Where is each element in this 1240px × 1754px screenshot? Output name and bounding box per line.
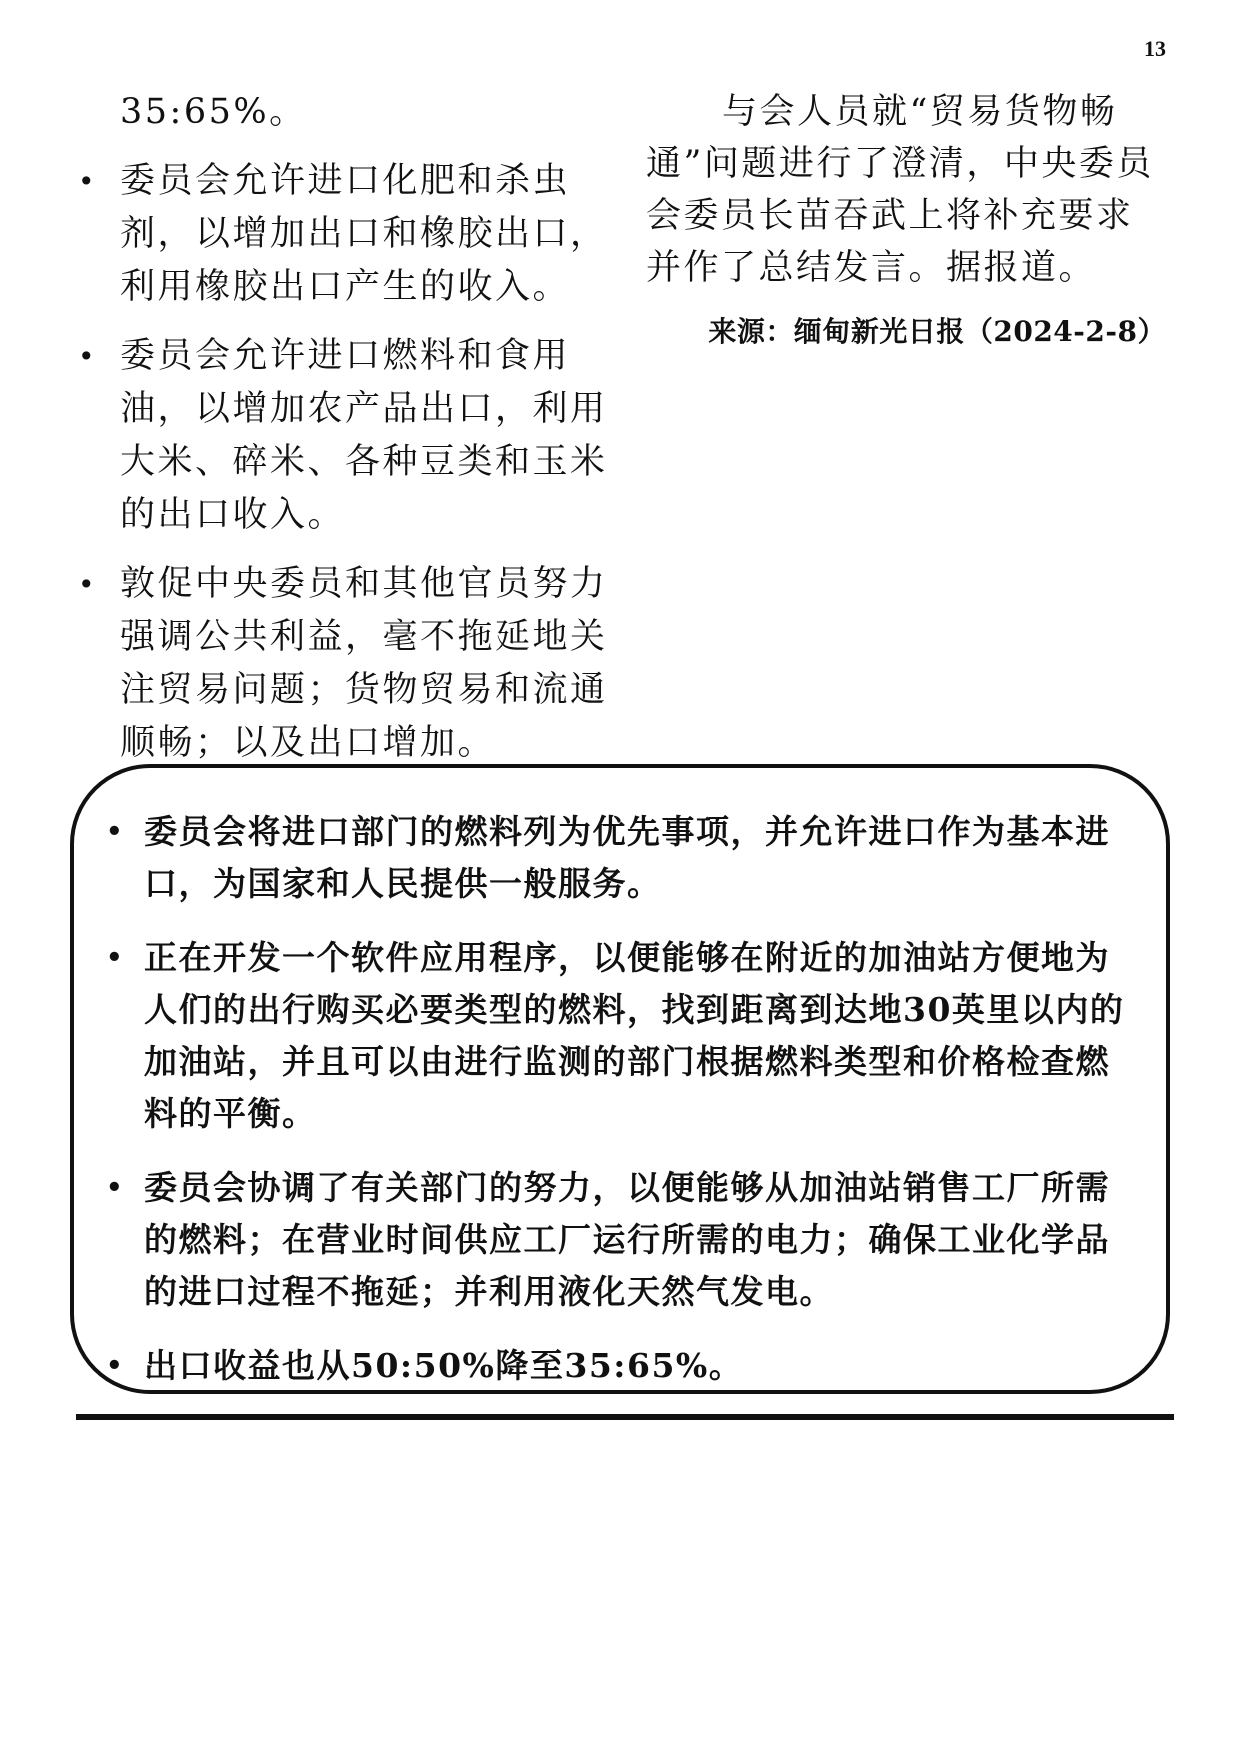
body-paragraph: 与会人员就“贸易货物畅通”问题进行了澄清，中央委员会委员长苗吞武上将补充要求并作了总结发言。据报道。 bbox=[646, 92, 1154, 288]
summary-list bbox=[102, 806, 1140, 1414]
left-bullet-list bbox=[76, 155, 616, 770]
list-item bbox=[76, 330, 616, 542]
bullet-icon: • bbox=[106, 943, 125, 973]
bullet-icon: • bbox=[78, 568, 98, 601]
summary-item bbox=[102, 1340, 1140, 1392]
summary-item-text: 委员会将进口部门的燃料列为优先事项，并允许进口作为基本进口，为国家和人民提供一般服务。 bbox=[144, 812, 1110, 903]
summary-item bbox=[102, 1162, 1140, 1318]
list-item-text: 委员会允许进口化肥和杀虫剂，以增加出口和橡胶出口，利用橡胶出口产生的收入。 bbox=[120, 161, 608, 307]
list-item-text: 敦促中央委员和其他官员努力强调公共利益，毫不拖延地关注贸易问题；货物贸易和流通顺畅；以及出口增加。 bbox=[120, 564, 608, 763]
list-item bbox=[76, 558, 616, 770]
summary-item bbox=[102, 806, 1140, 910]
right-column bbox=[646, 86, 1166, 358]
bullet-icon: • bbox=[106, 1351, 125, 1381]
horizontal-rule bbox=[76, 1414, 1174, 1420]
summary-item bbox=[102, 932, 1140, 1140]
summary-item-text: 出口收益也从50:50%降至35:65%。 bbox=[144, 1346, 744, 1385]
bullet-icon: • bbox=[106, 817, 125, 847]
summary-box bbox=[70, 764, 1170, 1394]
continued-text: 35:65%。 bbox=[120, 92, 307, 132]
bullet-icon: • bbox=[106, 1173, 125, 1203]
summary-item-text: 正在开发一个软件应用程序，以便能够在附近的加油站方便地为人们的出行购买必要类型的燃料，找到距离到达地30英里以内的加油站，并且可以由进行监测的部门根据燃料类型和价格检查燃料的平衡。 bbox=[144, 938, 1125, 1133]
list-item-text: 委员会允许进口燃料和食用油，以增加农产品出口，利用大米、碎米、各种豆类和玉米的出口收入。 bbox=[120, 336, 608, 535]
bullet-icon: • bbox=[78, 165, 98, 198]
summary-item-text: 委员会协调了有关部门的努力，以便能够从加油站销售工厂所需的燃料；在营业时间供应工厂运行所需的电力；确保工业化学品的进口过程不拖延；并利用液化天然气发电。 bbox=[144, 1168, 1110, 1311]
list-item bbox=[76, 155, 616, 314]
source-citation: 来源：缅甸新光日报（2024-2-8） bbox=[708, 315, 1166, 348]
page-number: 13 bbox=[1144, 36, 1166, 61]
bullet-icon: • bbox=[78, 340, 98, 373]
left-column bbox=[76, 86, 616, 770]
